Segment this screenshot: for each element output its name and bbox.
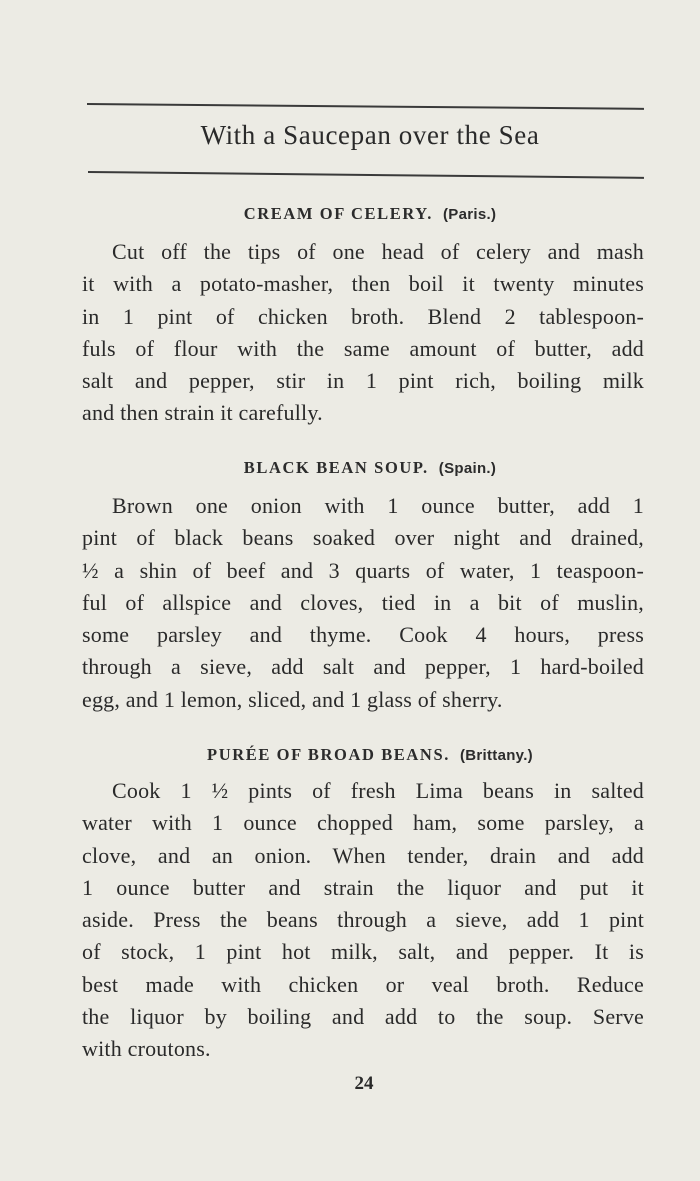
recipe-body-black-bean-soup [82, 490, 644, 716]
text-line: clove, and an onion. When tender, drain and add [82, 842, 644, 868]
header-bottom-rule [88, 171, 644, 179]
text-line: it with a potato-masher, then boil it twenty minutes [82, 271, 644, 297]
text-line: salt and pepper, stir in 1 pint rich, boiling milk [82, 368, 644, 394]
text-line: with croutons. [82, 1036, 211, 1062]
text-line: 1 ounce butter and strain the liquor and put it [82, 874, 644, 900]
recipe-heading-cream-of-celery [0, 204, 700, 224]
recipe-region: (Spain.) [438, 460, 497, 477]
recipe-body-cream-of-celery [82, 236, 644, 430]
recipe-title: CREAM OF CELERY. [243, 204, 433, 223]
recipe-region: (Brittany.) [459, 747, 533, 764]
recipe-title: BLACK BEAN SOUP. [243, 458, 429, 477]
recipe-heading-puree-of-broad-beans [0, 745, 700, 765]
text-line: of stock, 1 pint hot milk, salt, and pepper. It is [82, 939, 644, 965]
running-head: With a Saucepan over the Sea [200, 120, 540, 150]
text-line: Brown one onion with 1 ounce butter, add 1 [112, 493, 644, 518]
recipe-region: (Paris.) [443, 206, 497, 223]
text-line: Cook 1 ½ pints of fresh Lima beans in salted [112, 778, 644, 803]
text-line: aside. Press the beans through a sieve, add 1 pint [82, 907, 644, 933]
text-line: some parsley and thyme. Cook 4 hours, press [82, 622, 644, 648]
text-line: egg, and 1 lemon, sliced, and 1 glass of sherry. [82, 686, 503, 712]
recipe-title: PURÉE OF BROAD BEANS. [207, 745, 450, 764]
text-line: through a sieve, add salt and pepper, 1 hard-boiled [82, 654, 644, 680]
text-line: and then strain it carefully. [82, 400, 323, 426]
page-number: 24 [354, 1073, 374, 1094]
text-line: fuls of flour with the same amount of butter, add [82, 335, 644, 361]
recipe-heading-black-bean-soup [0, 458, 700, 478]
text-line: in 1 pint of chicken broth. Blend 2 tablespoon- [82, 303, 644, 329]
text-line: water with 1 ounce chopped ham, some parsley, a [82, 810, 644, 836]
text-line: best made with chicken or veal broth. Reduce [82, 971, 644, 997]
recipe-body-puree-of-broad-beans [82, 775, 644, 1066]
text-line: the liquor by boiling and add to the soup. Serve [82, 1004, 644, 1030]
text-line: ½ a shin of beef and 3 quarts of water, 1 teaspoon- [82, 557, 644, 583]
text-line: ful of allspice and cloves, tied in a bit of muslin, [82, 589, 644, 615]
header-top-rule [87, 103, 644, 110]
text-line: Cut off the tips of one head of celery and mash [112, 239, 644, 264]
text-line: pint of black beans soaked over night and drained, [82, 525, 644, 551]
